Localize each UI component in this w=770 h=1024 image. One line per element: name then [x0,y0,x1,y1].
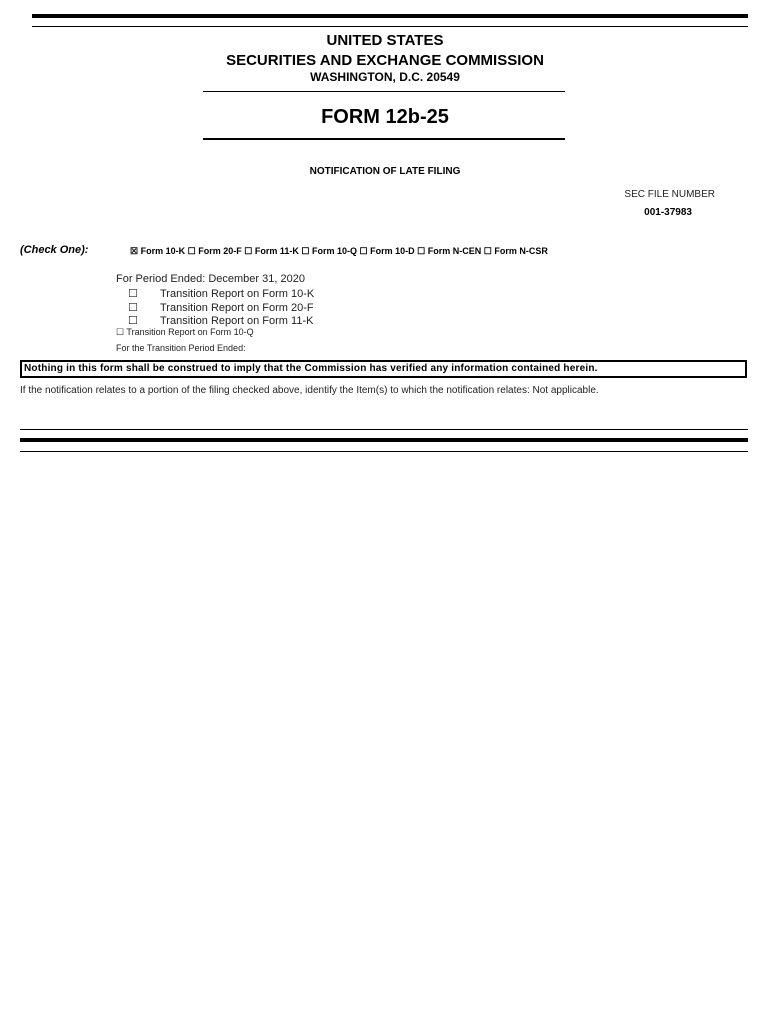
sec-file-label: SEC FILE NUMBER [624,189,715,200]
sec-file-number: 001-37983 [644,207,692,218]
transition-10k: ☐ Transition Report on Form 10-K [128,288,315,300]
checkbox-icon[interactable]: ☐ [128,315,138,327]
header-rule-2 [203,138,565,140]
checked-box-icon[interactable]: ☒ [130,246,139,256]
checkbox-icon[interactable]: ☐ [359,246,368,256]
bottom-thick-rule [20,438,748,442]
transition-10q: ☐ Transition Report on Form 10-Q [116,327,254,337]
option-form-20f[interactable]: ☐ Form 20-F [187,246,242,256]
header-rule-1 [203,91,565,92]
checkbox-icon[interactable]: ☐ [128,288,138,300]
checkbox-icon[interactable]: ☐ [116,327,125,337]
checkbox-icon[interactable]: ☐ [301,246,310,256]
option-form-ncsr[interactable]: ☐ Form N-CSR [483,246,548,256]
header-line1: UNITED STATES [326,32,444,49]
checkbox-icon[interactable]: ☐ [417,246,426,256]
header-line2: SECURITIES AND EXCHANGE COMMISSION [226,52,544,69]
transition-period-ended: For the Transition Period Ended: [116,343,246,353]
top-thin-rule [32,26,748,27]
top-thick-rule [32,14,748,18]
bottom-thin-rule-2 [20,451,748,452]
check-one-label: (Check One): [20,244,89,256]
checkbox-icon[interactable]: ☐ [128,302,138,314]
option-form-10k[interactable]: ☒ Form 10-K [130,246,186,256]
option-form-10q[interactable]: ☐ Form 10-Q [301,246,357,256]
option-form-10d[interactable]: ☐ Form 10-D [359,246,415,256]
period-ended: For Period Ended: December 31, 2020 [116,273,305,285]
portion-note: If the notification relates to a portion of the filing checked above, identify the Item(s) to which the notification relates: Not applicable. [20,385,599,396]
checkbox-icon[interactable]: ☐ [187,246,196,256]
transition-11k: ☐ Transition Report on Form 11-K [128,315,314,327]
disclaimer-box: Nothing in this form shall be construed to imply that the Commission has verified any information contained herein. [20,360,747,378]
form-subtitle: NOTIFICATION OF LATE FILING [309,166,461,177]
option-form-11k[interactable]: ☐ Form 11-K [244,246,299,256]
option-form-ncen[interactable]: ☐ Form N-CEN [417,246,482,256]
checkbox-icon[interactable]: ☐ [483,246,492,256]
check-one-options [130,246,548,257]
header-line3: WASHINGTON, D.C. 20549 [310,70,460,84]
form-title: FORM 12b-25 [321,106,449,128]
checkbox-icon[interactable]: ☐ [244,246,253,256]
transition-20f: ☐ Transition Report on Form 20-F [128,302,314,314]
bottom-thin-rule-1 [20,429,748,430]
